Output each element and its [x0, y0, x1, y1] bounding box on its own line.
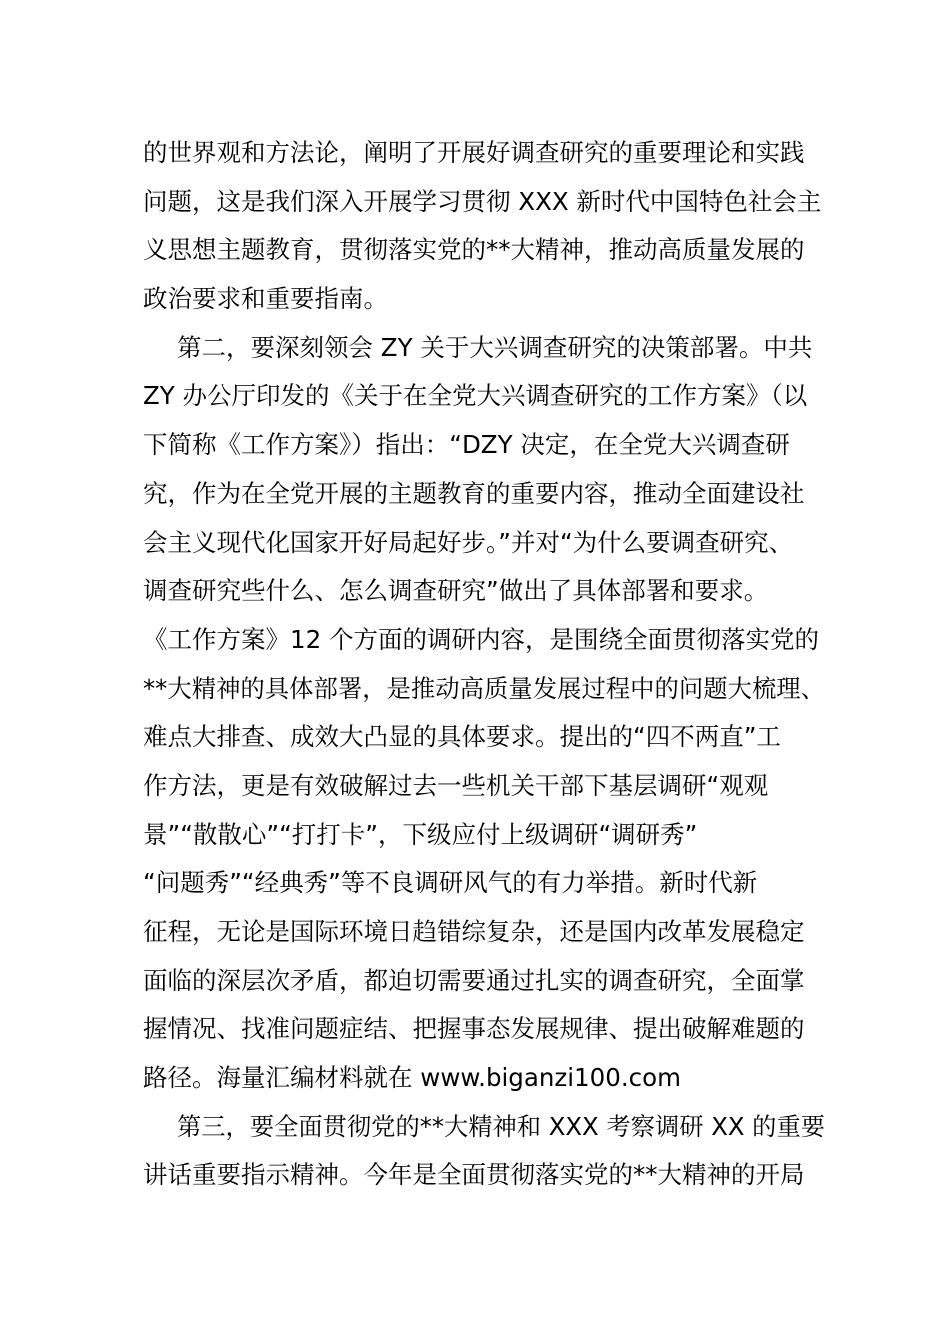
text-line: 讲话重要指示精神。今年是全面贯彻落实党的**大精神的开局	[143, 1160, 805, 1190]
text-line: **大精神的具体部署，是推动高质量发展过程中的问题大梳理、	[143, 673, 826, 703]
document-body	[143, 129, 826, 1200]
paragraph-start-line: 第三，要全面贯彻党的**大精神和 XXX 考察调研 XX 的重要	[177, 1111, 825, 1141]
text-line: 政治要求和重要指南。	[143, 284, 388, 314]
text-line: 《工作方案》12 个方面的调研内容，是围绕全面贯彻落实党的	[143, 624, 819, 654]
text-line: 调查研究些什么、怎么调查研究”做出了具体部署和要求。	[143, 576, 769, 606]
paragraph-start-line: 第二，要深刻领会 ZY 关于大兴调查研究的决策部署。中共	[177, 332, 813, 362]
text-line: 面临的深层次矛盾，都迫切需要通过扎实的调查研究，全面掌	[143, 965, 805, 995]
text-line: ZY 办公厅印发的《关于在全党大兴调查研究的工作方案》（以	[143, 381, 808, 411]
text-line: 究，作为在全党开展的主题教育的重要内容，推动全面建设社	[143, 478, 805, 508]
text-line: 征程，无论是国际环境日趋错综复杂，还是国内改革发展稳定	[143, 917, 805, 946]
text-line: 会主义现代化国家开好局起好步。”并对“为什么要调查研究、	[143, 527, 794, 557]
text-line: 握情况、找准问题症结、把握事态发展规律、提出破解难题的	[143, 1014, 805, 1044]
text-line: 作方法，更是有效破解过去一些机关干部下基层调研“观观	[143, 770, 769, 800]
text-line: “问题秀”“经典秀”等不良调研风气的有力举措。新时代新	[143, 868, 758, 898]
text-line: 路径。海量汇编材料就在 www.biganzi100.com	[143, 1063, 681, 1093]
text-line: 的世界观和方法论，阐明了开展好调查研究的重要理论和实践	[143, 138, 805, 167]
text-line: 问题，这是我们深入开展学习贯彻 XXX 新时代中国特色社会主	[143, 186, 822, 216]
text-line: 难点大排查、成效大凸显的具体要求。提出的“四不两直”工	[143, 722, 781, 752]
text-line: 义思想主题教育，贯彻落实党的**大精神，推动高质量发展的	[143, 235, 805, 265]
text-line: 景”“散散心”“打打卡”，下级应付上级调研“调研秀”	[143, 819, 698, 849]
text-line: 下简称《工作方案》）指出：“DZY 决定，在全党大兴调查研	[143, 430, 790, 460]
